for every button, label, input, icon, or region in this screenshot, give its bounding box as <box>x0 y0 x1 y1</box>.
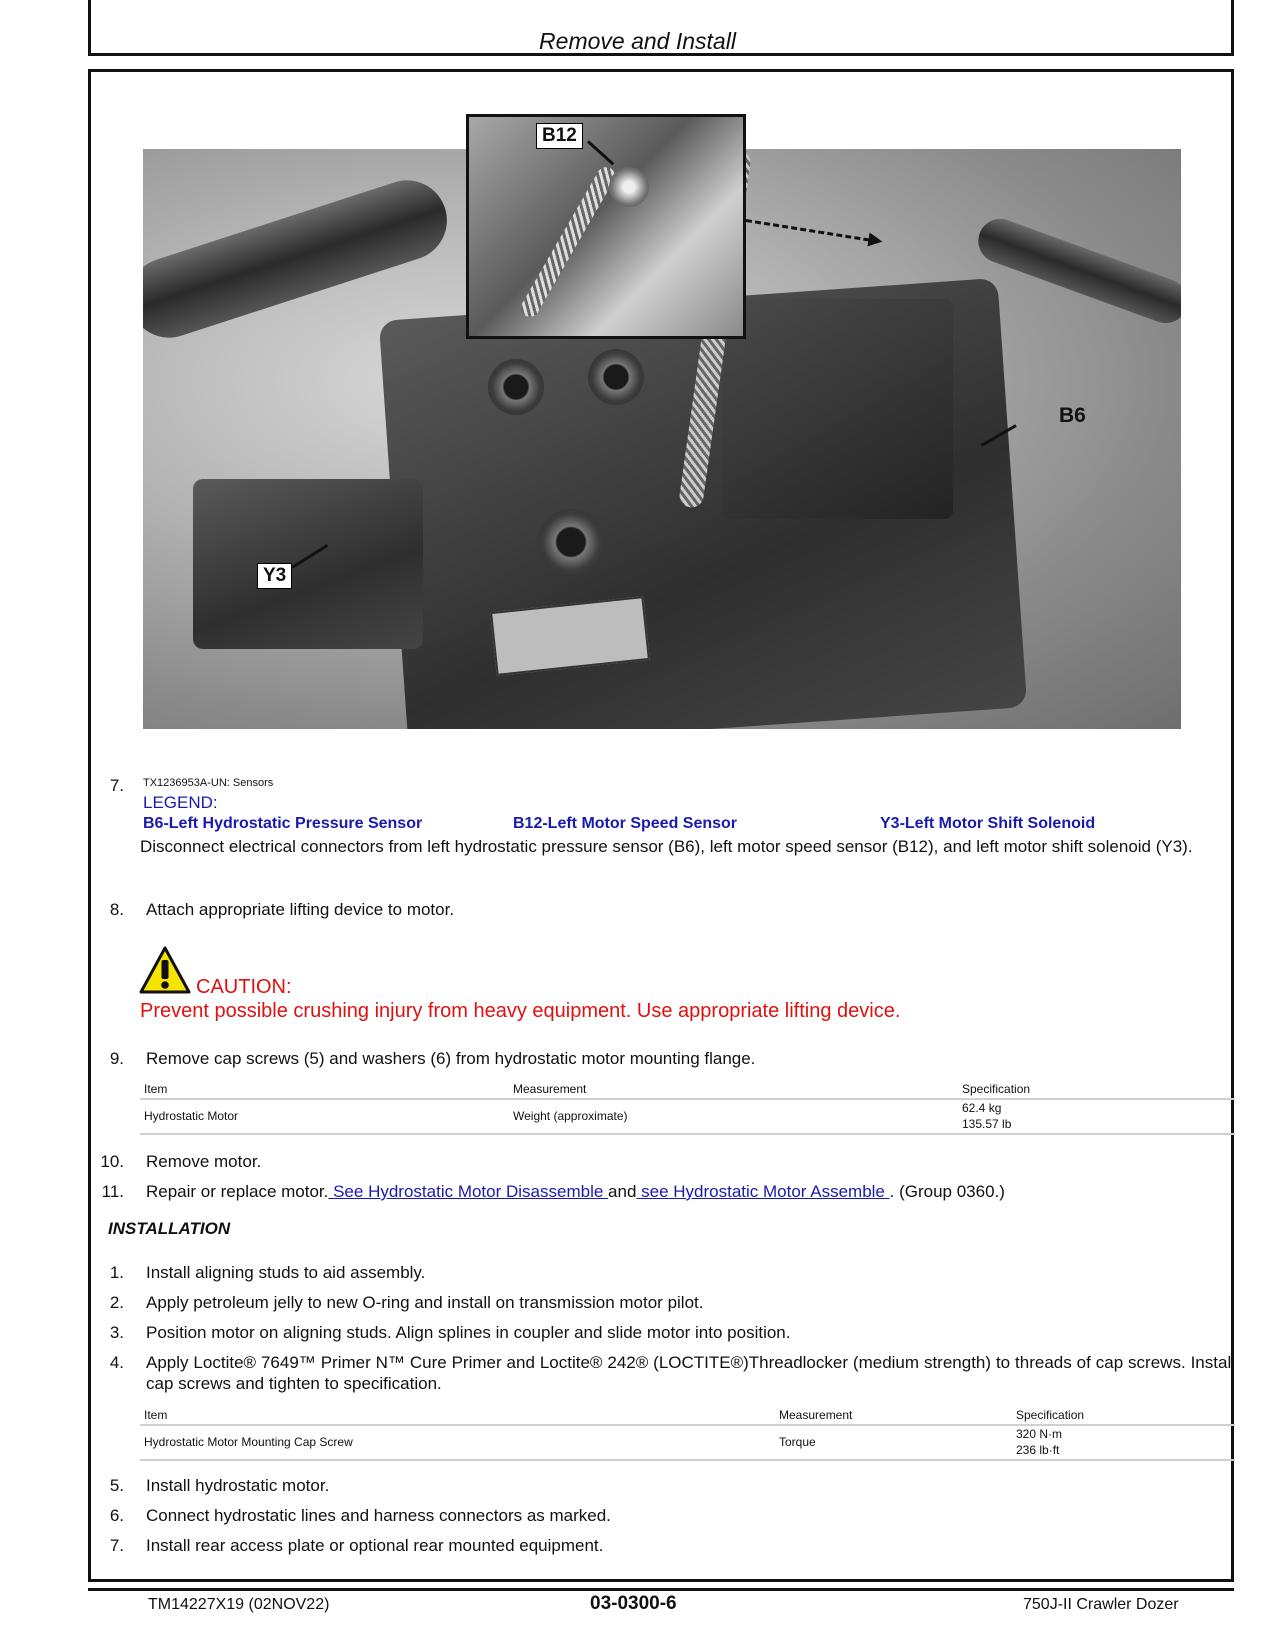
step-number: 4. <box>109 1353 124 1372</box>
step-number: 7. <box>109 1536 124 1555</box>
step-number: 3. <box>109 1323 124 1342</box>
step-text: Position motor on aligning studs. Align splines in coupler and slide motor into position. <box>146 1323 791 1342</box>
step-number: 1. <box>109 1263 124 1282</box>
step-number: 5. <box>109 1476 124 1495</box>
table-cell-spec-imperial: 135.57 lb <box>962 1117 1012 1131</box>
step-text: Apply Loctite® 7649™ Primer N™ Cure Primer and Loctite® 242® (LOCTITE®)Threadlocker (medium strength) to threads of cap screws. Install cap screws and tighten to specification. <box>146 1353 1235 1393</box>
table-cell-item: Hydrostatic Motor Mounting Cap Screw <box>144 1435 353 1449</box>
step-text-prefix: Repair or replace motor. <box>146 1182 329 1201</box>
step-text: Disconnect electrical connectors from left hydrostatic pressure sensor (B6), left motor speed sensor (B12), and left motor shift solenoid (Y3). <box>140 837 1193 856</box>
legend-item-b12: B12-Left Motor Speed Sensor <box>513 815 738 832</box>
table-cell-spec-imperial: 236 lb·ft <box>1016 1443 1060 1457</box>
table-rule <box>140 1098 1235 1100</box>
port-3 <box>538 509 604 575</box>
step-7-text <box>140 836 1235 857</box>
callout-y3: Y3 <box>257 563 292 589</box>
step-text: Install hydrostatic motor. <box>146 1476 330 1495</box>
callout-b6: B6 <box>1059 404 1086 427</box>
table-header-measurement: Measurement <box>779 1408 853 1422</box>
b12-detail-inset <box>466 114 746 339</box>
step-text: Apply petroleum jelly to new O-ring and install on transmission motor pilot. <box>146 1293 704 1312</box>
hydrostatic-motor-assemble-link[interactable]: see Hydrostatic Motor Assemble <box>636 1182 890 1201</box>
weight-spec-table <box>140 1082 1235 1132</box>
hose-right <box>972 213 1181 330</box>
hydrostatic-motor-disassemble-link[interactable]: See Hydrostatic Motor Disassemble <box>328 1182 609 1201</box>
installation-heading: INSTALLATION <box>108 1219 231 1238</box>
solenoid-block <box>193 479 423 649</box>
figure-reference: TX1236953A-UN: Sensors <box>143 777 274 789</box>
warning-triangle-icon <box>139 946 191 994</box>
callout-b12: B12 <box>536 123 583 149</box>
table-cell-spec-metric: 320 N·m <box>1016 1427 1063 1441</box>
inset-sensor <box>609 167 649 207</box>
table-cell-spec-metric: 62.4 kg <box>962 1101 1002 1115</box>
pressure-block <box>723 299 953 519</box>
footer-doc-id: TM14227X19 (02NOV22) <box>148 1596 330 1613</box>
table-cell-measurement: Torque <box>779 1435 816 1449</box>
legend-title: LEGEND: <box>143 793 218 812</box>
inset-harness <box>518 164 619 320</box>
step-number: 7. <box>109 776 124 795</box>
table-rule <box>140 1424 1235 1426</box>
table-header-measurement: Measurement <box>513 1082 587 1096</box>
step-number: 8. <box>109 900 124 919</box>
step-text: Attach appropriate lifting device to motor. <box>146 900 455 919</box>
torque-spec-table <box>140 1408 1235 1458</box>
port-1 <box>488 359 544 415</box>
footer-page-number: 03-0300-6 <box>590 1593 677 1614</box>
footer-rule <box>88 1588 1234 1591</box>
table-header-specification: Specification <box>1016 1408 1085 1422</box>
table-cell-item: Hydrostatic Motor <box>144 1109 239 1123</box>
port-2 <box>588 349 644 405</box>
table-header-item: Item <box>144 1082 168 1096</box>
step-text-suffix: . (Group 0360.) <box>889 1182 1005 1201</box>
caution-label: CAUTION: <box>196 976 292 998</box>
step-text-middle: and <box>608 1182 637 1201</box>
step-text: Connect hydrostatic lines and harness connectors as marked. <box>146 1506 611 1525</box>
step-number: 2. <box>109 1293 124 1312</box>
table-rule <box>140 1459 1235 1461</box>
step-text: Install aligning studs to aid assembly. <box>146 1263 426 1282</box>
table-header-specification: Specification <box>962 1082 1031 1096</box>
page-title: Remove and Install <box>539 28 736 54</box>
step-text: Remove cap screws (5) and washers (6) from hydrostatic motor mounting flange. <box>146 1049 756 1068</box>
footer-machine-name: 750J-II Crawler Dozer <box>1023 1596 1179 1613</box>
step-number: 10. <box>100 1152 124 1171</box>
legend-item-y3: Y3-Left Motor Shift Solenoid <box>880 815 1096 832</box>
table-header-item: Item <box>144 1408 168 1422</box>
table-cell-measurement: Weight (approximate) <box>513 1109 628 1123</box>
step-text <box>146 1181 1005 1202</box>
step-number: 11. <box>101 1182 124 1201</box>
step-text: Install rear access plate or optional rear mounted equipment. <box>146 1536 604 1555</box>
step-text: Remove motor. <box>146 1152 262 1171</box>
table-rule <box>140 1133 1235 1135</box>
step-number: 9. <box>109 1049 124 1068</box>
legend-item-b6: B6-Left Hydrostatic Pressure Sensor <box>143 815 423 832</box>
caution-text: Prevent possible crushing injury from heavy equipment. Use appropriate lifting device. <box>140 1000 901 1022</box>
step-number: 6. <box>109 1506 124 1525</box>
